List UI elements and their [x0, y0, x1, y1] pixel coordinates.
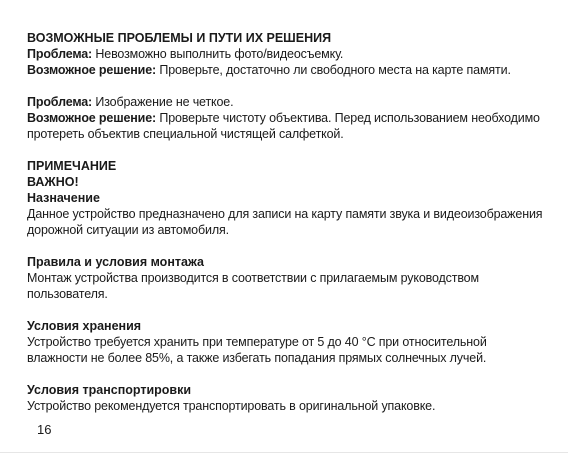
note-heading: ПРИМЕЧАНИЕ	[27, 159, 117, 173]
problem-1-label: Проблема:	[27, 47, 93, 61]
problem-2-label: Проблема:	[27, 95, 93, 109]
section-title-installation: Правила и условия монтажа	[27, 255, 204, 269]
section-title-storage: Условия хранения	[27, 319, 142, 333]
page-number: 16	[37, 422, 52, 437]
spacer	[27, 366, 550, 382]
spacer	[27, 238, 550, 254]
section-title-transport: Условия транспортировки	[27, 383, 192, 397]
solution-1-text: Проверьте, достаточно ли свободного места на карте памяти.	[156, 63, 511, 77]
solution-2	[27, 110, 550, 142]
spacer	[27, 78, 550, 94]
problem-2-text: Изображение не четкое.	[92, 95, 234, 109]
important-label: ВАЖНО!	[27, 175, 79, 189]
solution-1	[27, 62, 550, 78]
section-text-installation: Монтаж устройства производится в соответствии с прилагаемым руководством пользователя.	[27, 271, 479, 301]
problem-1-text: Невозможно выполнить фото/видеосъемку.	[92, 47, 344, 61]
solution-2-text: Проверьте чистоту объектива. Перед использованием необходимо протереть объектив специальной чистящей салфеткой.	[27, 111, 540, 141]
problem-1	[27, 46, 550, 62]
spacer	[27, 302, 550, 318]
problems-heading: ВОЗМОЖНЫЕ ПРОБЛЕМЫ И ПУТИ ИХ РЕШЕНИЯ	[27, 31, 332, 45]
solution-1-label: Возможное решение:	[27, 63, 157, 77]
section-text-storage: Устройство требуется хранить при температуре от 5 до 40 °С при относительной влажности не более 85%, а также избегать попадания прямых солнечных лучей.	[27, 335, 487, 365]
bottom-divider	[0, 452, 568, 453]
solution-2-label: Возможное решение:	[27, 111, 157, 125]
spacer	[27, 142, 550, 158]
section-text-transport: Устройство рекомендуется транспортировать в оригинальной упаковке.	[27, 399, 436, 413]
section-text-purpose: Данное устройство предназначено для записи на карту памяти звука и видеоизображения дорожной ситуации из автомобиля.	[27, 207, 543, 237]
problem-2	[27, 94, 550, 110]
section-title-purpose: Назначение	[27, 191, 100, 205]
